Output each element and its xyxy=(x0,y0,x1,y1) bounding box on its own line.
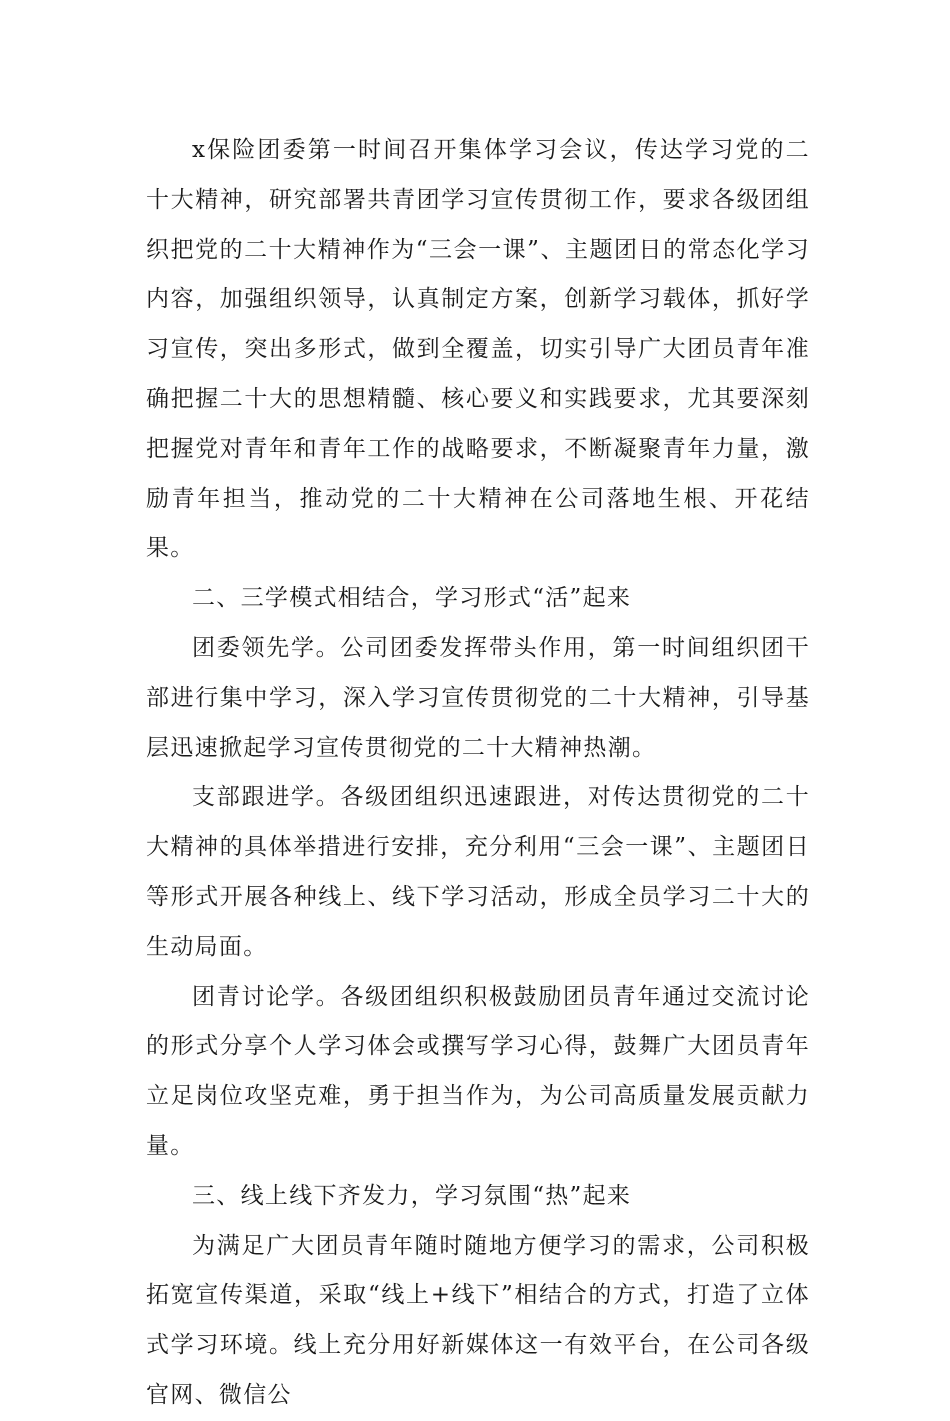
document-body xyxy=(146,126,810,1421)
paragraph-online-offline: 为满足广大团员青年随时随地方便学习的需求，公司积极拓宽宣传渠道，采取“线上+线下”相结合的方式，打造了立体式学习环境。线上充分用好新媒体这一有效平台，在公司各级官网、微信公 xyxy=(146,1232,810,1408)
paragraph-tuanqing: 团青讨论学。各级团组织积极鼓励团员青年通过交流讨论的形式分享个人学习体会或撰写学习心得，鼓舞广大团员青年立足岗位攻坚克难，勇于担当作为，为公司高质量发展贡献力量。 xyxy=(146,983,810,1159)
paragraph-tuanwei: 团委领先学。公司团委发挥带头作用，第一时间组织团干部进行集中学习，深入学习宣传贯彻党的二十大精神，引导基层迅速掀起学习宣传贯彻党的二十大精神热潮。 xyxy=(146,634,810,761)
paragraph-zhibu: 支部跟进学。各级团组织迅速跟进，对传达贯彻党的二十大精神的具体举措进行安排，充分利用“三会一课”、主题团日等形式开展各种线上、线下学习活动，形成全员学习二十大的生动局面。 xyxy=(146,784,810,960)
section-heading-2: 二、三学模式相结合，学习形式“活”起来 xyxy=(192,585,632,612)
paragraph-intro: x保险团委第一时间召开集体学习会议，传达学习党的二十大精神，研究部署共青团学习宣传贯彻工作，要求各级团组织把党的二十大精神作为“三会一课”、主题团日的常态化学习内容，加强组织领导，认真制定方案，创新学习载体，抓好学习宣传，突出多形式，做到全覆盖，切实引导广大团员青年准确把握二十大的思想精髓、核心要义和实践要求，尤其要深刻把握党对青年和青年工作的战略要求，不断凝聚青年力量，激励青年担当，推动党的二十大精神在公司落地生根、开花结果。 xyxy=(146,137,810,562)
section-heading-3: 三、线上线下齐发力，学习氛围“热”起来 xyxy=(192,1182,632,1209)
